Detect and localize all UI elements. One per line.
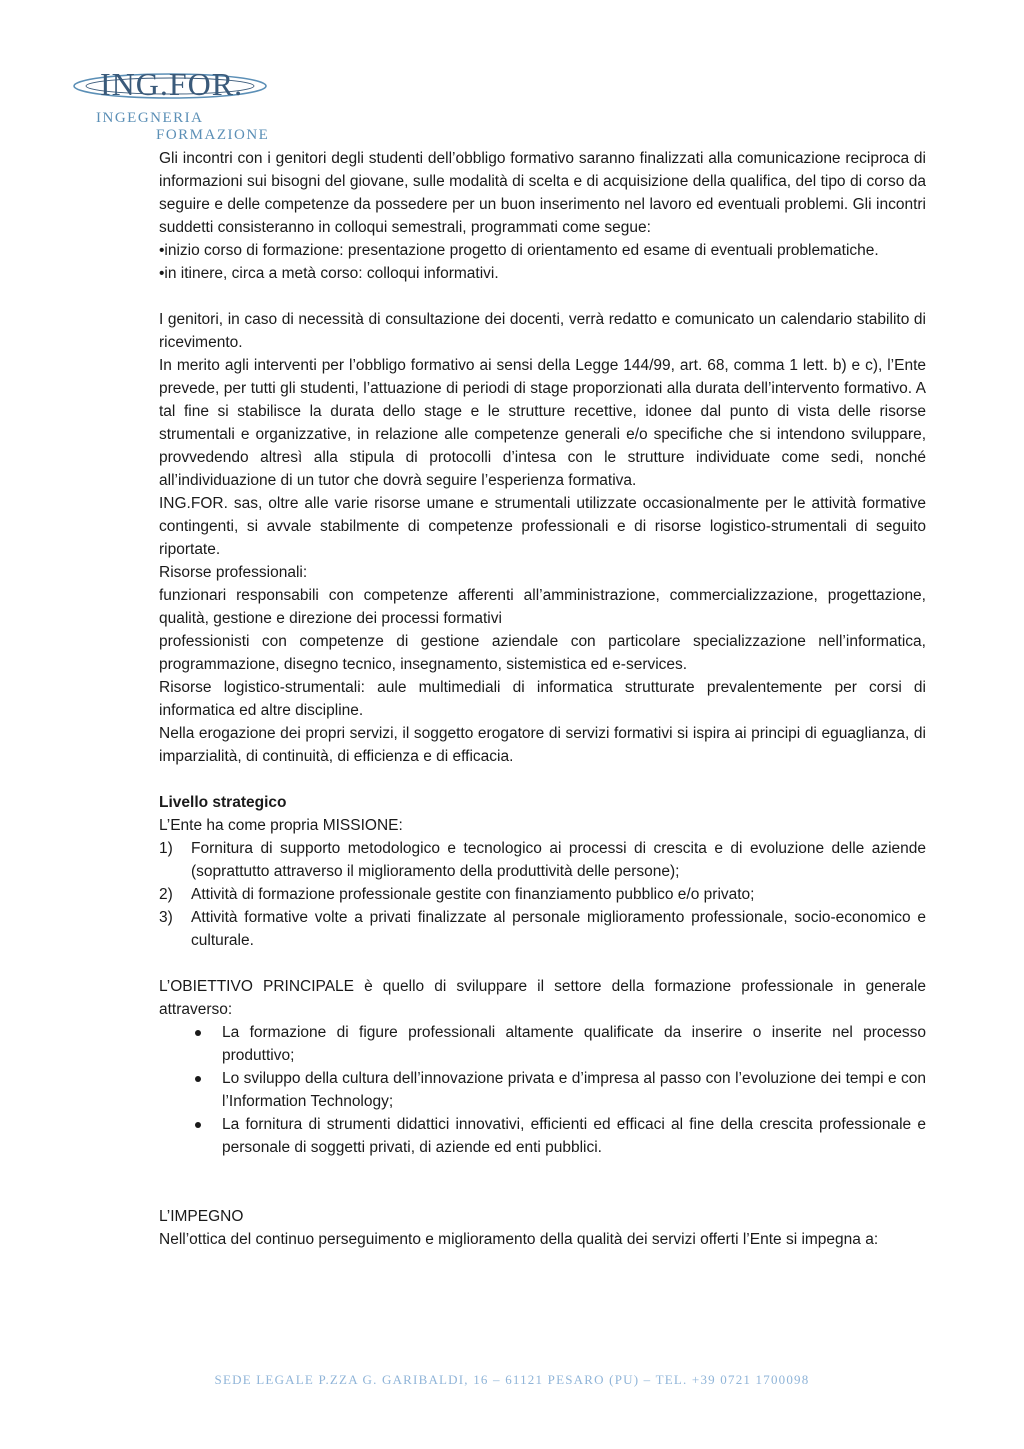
paragraph-professional-resources-label: Risorse professionali: [159,564,308,581]
list-number: 2) [159,886,173,903]
list-item-text: La fornitura di strumenti didattici innovativi, efficienti ed efficaci al fine della crescita professionale e personale di soggetti privati, di aziende ed enti pubblici. [222,1116,926,1156]
bullet-mid-course: •in itinere, circa a metà corso: colloqui informativi. [159,265,499,282]
footer-address: SEDE LEGALE P.ZZA G. GARIBALDI, 16 – 61121 PESARO (PU) – TEL. +39 0721 1700098 [214,1372,810,1387]
list-item-text: Fornitura di supporto metodologico e tecnologico ai processi di crescita e di evoluzione delle aziende (soprattutto attraverso il miglioramento della produttività delle persone); [191,840,926,880]
list-item-text: Attività formative volte a privati finalizzate al personale miglioramento professionale, socio-economico e culturale. [191,909,926,949]
list-item [159,837,926,883]
company-logo [70,64,270,146]
paragraph-ingfor-resources: ING.FOR. sas, oltre alle varie risorse umane e strumentali utilizzate occasionalmente per le attività formative contingenti, si avvale stabilmente di competenze professionali e di risorse logistico-strumentali di seguito riportate. [159,495,926,558]
list-item [159,1113,926,1159]
mission-intro: L’Ente ha come propria MISSIONE: [159,817,403,834]
paragraph-parents-calendar: I genitori, in caso di necessità di consultazione dei docenti, verrà redatto e comunicato un calendario stabilito di ricevimento. [159,311,926,351]
logo-subtitle-formazione: FORMAZIONE [156,127,270,143]
paragraph-officers: funzionari responsabili con competenze afferenti all’amministrazione, commercializzazione, progettazione, qualità, gestione e direzione dei processi formativi [159,587,926,627]
logo-main-text: ING.FOR. [100,66,244,102]
spacer [159,285,926,308]
list-item-text: La formazione di figure professionali altamente qualificate da inserire o inserite nel processo produttivo; [222,1024,926,1064]
paragraph-stage: In merito agli interventi per l’obbligo formativo ai sensi della Legge 144/99, art. 68, comma 1 lett. b) e c), l’Ente prevede, per tutti gli studenti, l’attuazione di periodi di stage proporzionati alla durata dell’intervento formativo. A tal fine si stabilisce la durata dello stage e le strutture recettive, idonee dal punto di vista delle risorse strumentali e organizzative, in relazione alle competenze generali e/o specifiche che si intendono sviluppare, provvedendo altresì alla stipula di protocolli d’intesa con le strutture individuate come sedi, nonché all’individuazione di un tutor che dovrà seguire l’esperienza formativa. [159,357,926,489]
list-number: 1) [159,840,173,857]
spacer [159,1182,926,1205]
paragraph-logistic-resources: Risorse logistico-strumentali: aule multimediali di informatica strutturate prevalentemente per corsi di informatica ed altre discipline. [159,679,926,719]
list-item [159,1067,926,1113]
paragraph-principles: Nella erogazione dei propri servizi, il soggetto erogatore di servizi formativi si ispira ai principi di eguaglianza, di imparzialità, di continuità, di efficienza e di efficacia. [159,725,926,765]
heading-impegno: L’IMPEGNO [159,1208,244,1225]
spacer [159,952,926,975]
list-number: 3) [159,909,173,926]
bullet-icon [195,1030,201,1036]
list-item [159,1021,926,1067]
heading-strategic-level: Livello strategico [159,794,287,811]
list-item-text: Lo sviluppo della cultura dell’innovazione privata e d’impresa al passo con l’evoluzione dei tempi e con l’Information Technology; [222,1070,926,1110]
logo-subtitle-ingegneria: INGEGNERIA [96,110,204,126]
paragraph-impegno: Nell’ottica del continuo perseguimento e miglioramento della qualità dei servizi offerti l’Ente si impegna a: [159,1231,879,1248]
paragraph-parents-meetings: Gli incontri con i genitori degli studenti dell’obbligo formativo saranno finalizzati alla comunicazione reciproca di informazioni sui bisogni del giovane, sulle modalità di scelta e di acquisizione della qualifica, del tipo di corso da seguire e delle competenze da possedere per un buon inserimento nel lavoro ed eventuali problemi. Gli incontri suddetti consisteranno in colloqui semestrali, programmati come segue: [159,150,926,236]
bullet-course-start: •inizio corso di formazione: presentazione progetto di orientamento ed esame di eventuali problematiche. [159,242,879,259]
list-item [159,883,926,906]
bullet-icon [195,1076,201,1082]
spacer [159,768,926,791]
bullet-icon [195,1122,201,1128]
spacer [159,1159,926,1182]
mission-list [159,837,926,952]
objective-intro: L’OBIETTIVO PRINCIPALE è quello di sviluppare il settore della formazione professionale in generale attraverso: [159,978,926,1018]
list-item-text: Attività di formazione professionale gestite con finanziamento pubblico e/o privato; [191,886,755,903]
objectives-list [159,1021,926,1159]
paragraph-professionals: professionisti con competenze di gestione aziendale con particolare specializzazione nell’informatica, programmazione, disegno tecnico, insegnamento, sistemistica ed e-services. [159,633,926,673]
document-body [159,147,926,1251]
list-item [159,906,926,952]
